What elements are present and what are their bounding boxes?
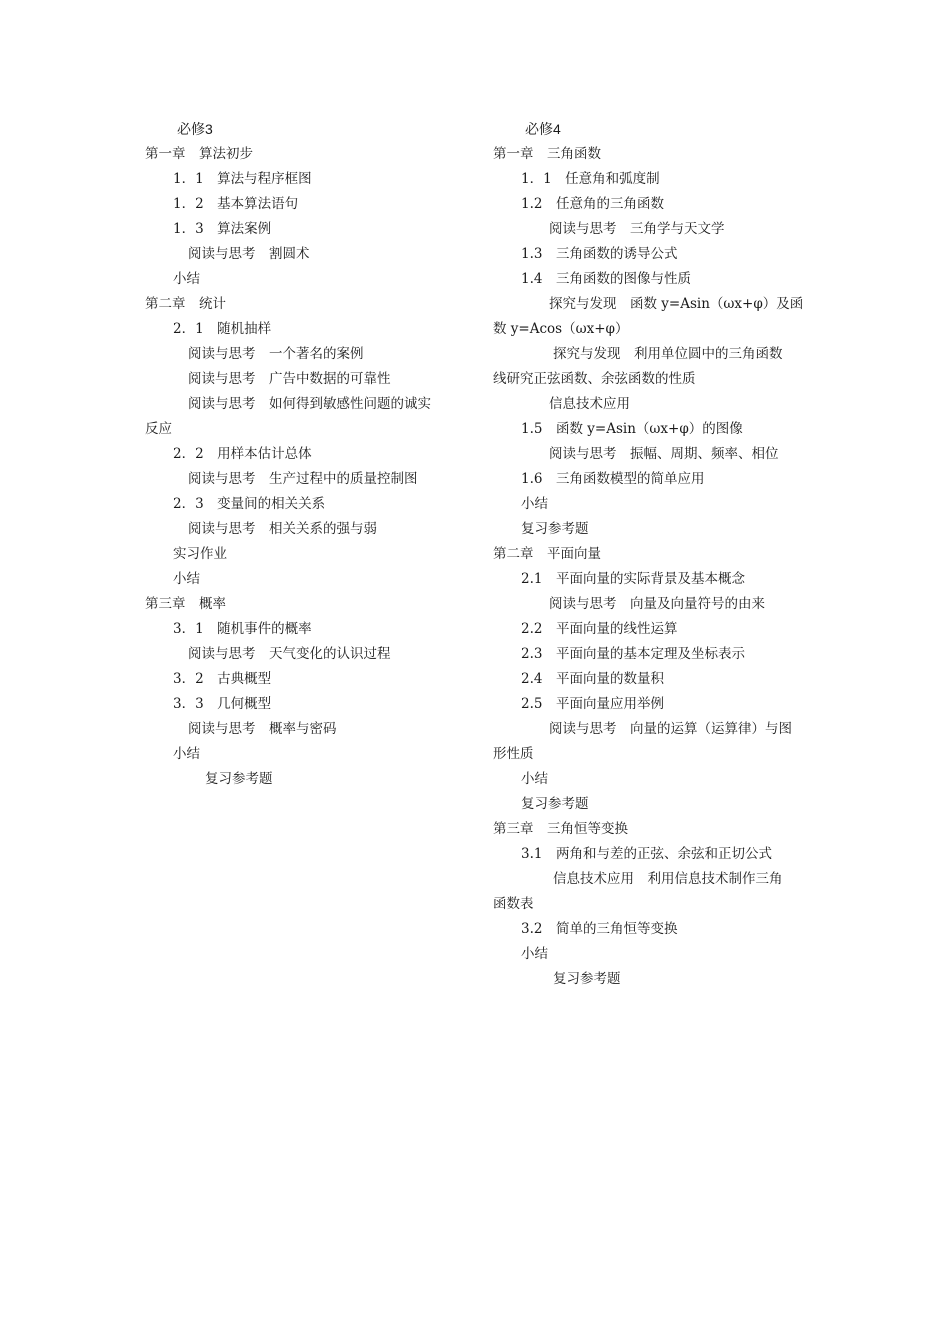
section-item: 3．1 随机事件的概率: [173, 621, 312, 637]
section-item: 3．2 古典概型: [173, 671, 272, 687]
chapter-heading: 第三章 概率: [145, 596, 226, 612]
reading-item: 阅读与思考 割圆术: [188, 246, 310, 262]
reading-item: 阅读与思考 生产过程中的质量控制图: [188, 471, 418, 487]
section-item: 2.4 平面向量的数量积: [521, 671, 664, 687]
wrapped-line: 线研究正弦函数、余弦函数的性质: [493, 371, 696, 387]
reading-item: 阅读与思考 振幅、周期、频率、相位: [549, 446, 779, 462]
book-title: 必修4: [525, 121, 561, 137]
section-item: 1.2 任意角的三角函数: [521, 196, 664, 212]
wrapped-line: 反应: [145, 421, 172, 437]
reading-item: 阅读与思考 向量的运算（运算律）与图: [549, 721, 792, 737]
toc-column-left: [145, 117, 465, 792]
section-item: 2.1 平面向量的实际背景及基本概念: [521, 571, 745, 587]
section-item: 2．1 随机抽样: [173, 321, 272, 337]
section-item: 2.3 平面向量的基本定理及坐标表示: [521, 646, 745, 662]
chapter-heading: 第二章 统计: [145, 296, 226, 312]
section-item: 1．3 算法案例: [173, 221, 272, 237]
chapter-heading: 第二章 平面向量: [493, 546, 601, 562]
section-item: 3．3 几何概型: [173, 696, 272, 712]
practice-item: 实习作业: [173, 546, 227, 562]
reading-item: 阅读与思考 如何得到敏感性问题的诚实: [188, 396, 431, 412]
section-item: 1.3 三角函数的诱导公式: [521, 246, 678, 262]
section-item: 1.4 三角函数的图像与性质: [521, 271, 691, 287]
summary-item: 小结: [173, 571, 200, 587]
chapter-heading: 第一章 算法初步: [145, 146, 253, 162]
section-item: 1．1 任意角和弧度制: [521, 171, 660, 187]
section-item: 1.5 函数 y=Asin（ωx+φ）的图像: [521, 421, 743, 437]
reading-item: 阅读与思考 概率与密码: [188, 721, 337, 737]
section-item: 2.5 平面向量应用举例: [521, 696, 664, 712]
wrapped-line: 数 y=Acos（ωx+φ）: [493, 321, 629, 337]
section-item: 3.2 简单的三角恒等变换: [521, 921, 678, 937]
review-item: 复习参考题: [205, 771, 273, 787]
section-item: 2．2 用样本估计总体: [173, 446, 312, 462]
explore-item: 探究与发现 函数 y=Asin（ωx+φ）及函: [549, 296, 804, 312]
review-item: 复习参考题: [553, 971, 621, 987]
reading-item: 阅读与思考 天气变化的认识过程: [188, 646, 391, 662]
section-item: 1.6 三角函数模型的简单应用: [521, 471, 705, 487]
reading-item: 阅读与思考 一个著名的案例: [188, 346, 364, 362]
reading-item: 阅读与思考 广告中数据的可靠性: [188, 371, 391, 387]
wrapped-line: 函数表: [493, 896, 534, 912]
explore-item: 探究与发现 利用单位圆中的三角函数: [553, 346, 783, 362]
chapter-heading: 第一章 三角函数: [493, 146, 601, 162]
wrapped-line: 形性质: [493, 746, 534, 762]
section-item: 2.2 平面向量的线性运算: [521, 621, 678, 637]
it-item: 信息技术应用 利用信息技术制作三角: [553, 871, 783, 887]
summary-item: 小结: [521, 771, 548, 787]
section-item: 1．1 算法与程序框图: [173, 171, 312, 187]
reading-item: 阅读与思考 相关关系的强与弱: [188, 521, 377, 537]
it-item: 信息技术应用: [549, 396, 630, 412]
book-title: 必修3: [177, 121, 213, 137]
summary-item: 小结: [521, 946, 548, 962]
section-item: 1．2 基本算法语句: [173, 196, 299, 212]
review-item: 复习参考题: [521, 796, 589, 812]
section-item: 3.1 两角和与差的正弦、余弦和正切公式: [521, 846, 772, 862]
section-item: 2．3 变量间的相关关系: [173, 496, 326, 512]
reading-item: 阅读与思考 三角学与天文学: [549, 221, 725, 237]
summary-item: 小结: [173, 271, 200, 287]
reading-item: 阅读与思考 向量及向量符号的由来: [549, 596, 765, 612]
toc-column-right: [493, 117, 813, 992]
chapter-heading: 第三章 三角恒等变换: [493, 821, 628, 837]
summary-item: 小结: [173, 746, 200, 762]
summary-item: 小结: [521, 496, 548, 512]
review-item: 复习参考题: [521, 521, 589, 537]
